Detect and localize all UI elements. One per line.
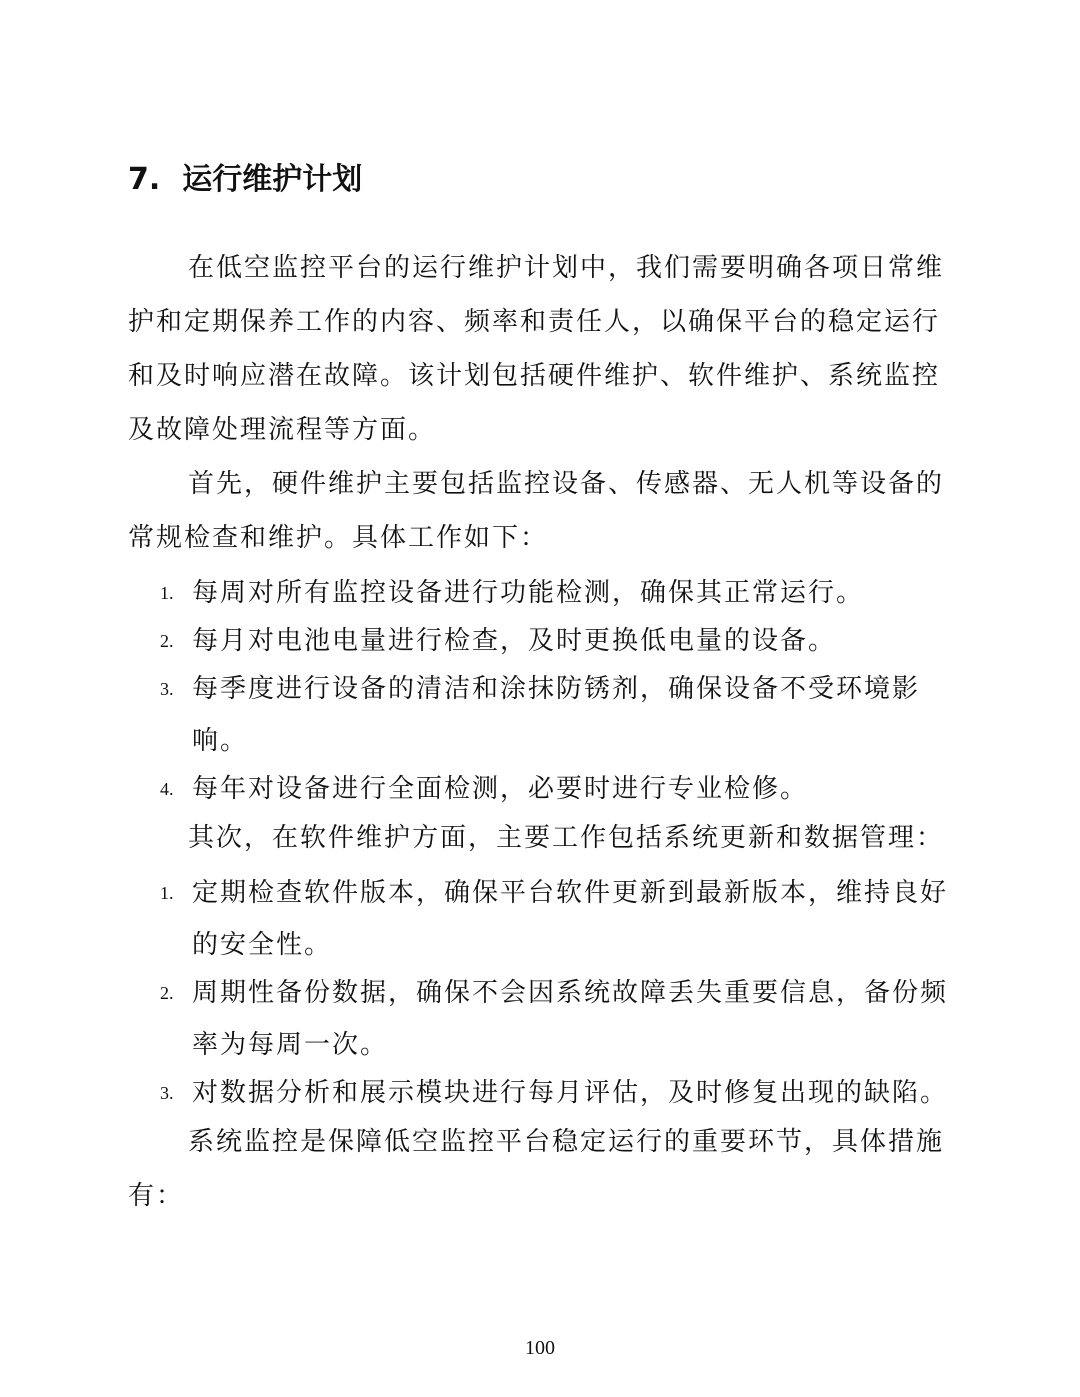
list-marker: 1. bbox=[160, 583, 174, 603]
list-item bbox=[128, 763, 958, 815]
monitoring-intro-paragraph: 系统监控是保障低空监控平台稳定运行的重要环节，具体措施有： bbox=[128, 1127, 945, 1211]
body-text bbox=[128, 241, 958, 1223]
list-item-text: 每年对设备进行全面检测，必要时进行专业检修。 bbox=[192, 774, 809, 804]
list-item bbox=[128, 967, 958, 1071]
list-item bbox=[128, 663, 958, 767]
list-marker: 2. bbox=[160, 983, 174, 1003]
list-item bbox=[128, 867, 958, 971]
list-marker: 1. bbox=[160, 883, 174, 903]
list-item bbox=[128, 567, 958, 619]
list-marker: 2. bbox=[160, 631, 174, 651]
section-title: 运行维护计划 bbox=[182, 162, 363, 197]
intro-paragraph: 在低空监控平台的运行维护计划中，我们需要明确各项日常维护和定期保养工作的内容、频率和责任人，以确保平台的稳定运行和及时响应潜在故障。该计划包括硬件维护、软件维护、系统监控及故障处理流程等方面。 bbox=[128, 253, 945, 445]
page-number: 100 bbox=[525, 1337, 555, 1359]
list-item-text: 每周对所有监控设备进行功能检测，确保其正常运行。 bbox=[192, 578, 865, 608]
list-item-text: 定期检查软件版本，确保平台软件更新到最新版本，维持良好的安全性。 bbox=[192, 878, 949, 960]
software-task-list bbox=[128, 867, 958, 1119]
list-item-text: 对数据分析和展示模块进行每月评估，及时修复出现的缺陷。 bbox=[192, 1078, 949, 1108]
list-item bbox=[128, 1067, 958, 1119]
section-heading bbox=[128, 160, 362, 200]
hardware-intro-paragraph: 首先，硬件维护主要包括监控设备、传感器、无人机等设备的常规检查和维护。具体工作如下： bbox=[128, 469, 945, 553]
list-marker: 3. bbox=[160, 1083, 174, 1103]
hardware-task-list bbox=[128, 567, 958, 815]
list-item bbox=[128, 615, 958, 667]
software-intro-paragraph: 其次，在软件维护方面，主要工作包括系统更新和数据管理： bbox=[188, 823, 945, 853]
list-item-text: 每季度进行设备的清洁和涂抹防锈剂，确保设备不受环境影响。 bbox=[192, 674, 921, 756]
list-item-text: 周期性备份数据，确保不会因系统故障丢失重要信息，备份频率为每周一次。 bbox=[192, 978, 949, 1060]
list-marker: 3. bbox=[160, 679, 174, 699]
section-number: 7. bbox=[128, 162, 161, 197]
list-item-text: 每月对电池电量进行检查，及时更换低电量的设备。 bbox=[192, 626, 837, 656]
list-marker: 4. bbox=[160, 779, 174, 799]
